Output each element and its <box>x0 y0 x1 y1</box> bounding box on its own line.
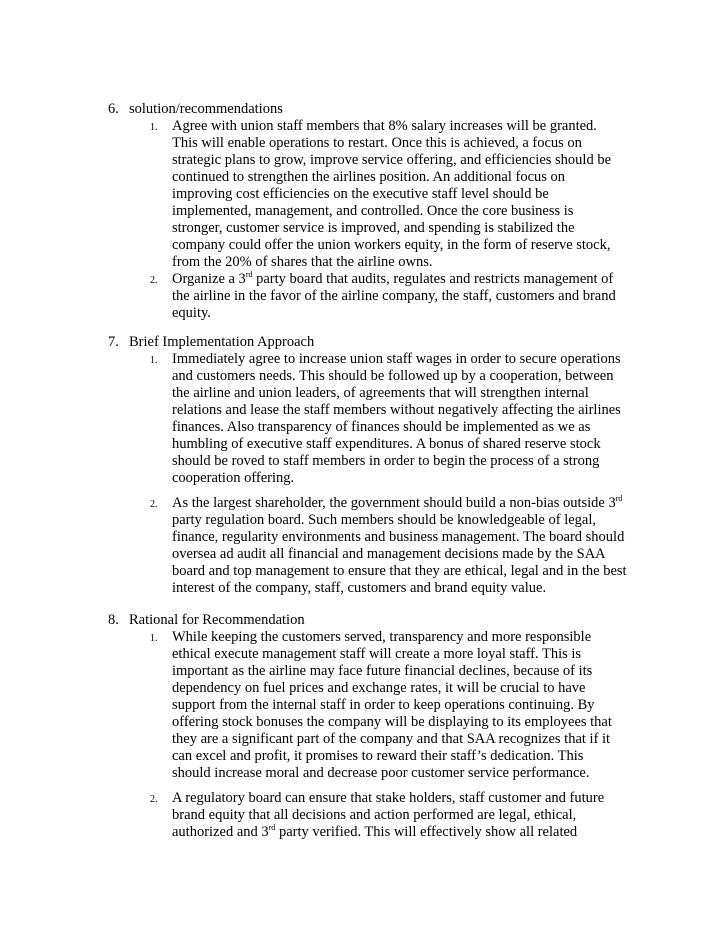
text-line: dependency on fuel prices and exchange rates, it will be crucial to have <box>172 680 586 696</box>
text-line: offering stock bonuses the company will be displaying to its employees that <box>172 714 612 730</box>
section-heading <box>108 101 283 118</box>
text-line: finance, regularity environments and business management. The board should <box>172 529 625 545</box>
section-title: solution/recommendations <box>129 101 283 117</box>
list-item-number: 1. <box>150 633 158 644</box>
text-line: from the 20% of shares that the airline owns. <box>172 254 433 270</box>
section-number: 8. <box>108 612 119 628</box>
text-line: Agree with union staff members that 8% salary increases will be granted. <box>172 118 597 134</box>
superscript: rd <box>268 823 276 832</box>
superscript: rd <box>615 494 623 503</box>
text-line: company could offer the union workers equity, in the form of reserve stock, <box>172 237 611 253</box>
text-line: important as the airline may face future financial declines, because of its <box>172 663 593 679</box>
text-line: implemented, management, and controlled. Once the core business is <box>172 203 574 219</box>
text-line: strategic plans to grow, improve service offering, and efficiencies should be <box>172 152 612 168</box>
text-line <box>172 271 642 288</box>
list-item-number: 1. <box>150 355 158 366</box>
text-line: ethical execute management staff will create a more loyal staff. This is <box>172 646 582 662</box>
text-line: the airline and union leaders, of agreements that will strengthen internal <box>172 385 589 401</box>
section-title: Rational for Recommendation <box>129 612 305 628</box>
text-line: finances. Also transparency of finances should be implemented as we as <box>172 419 591 435</box>
text-line: brand equity that all decisions and action performed are legal, ethical, <box>172 807 577 823</box>
text-line: party regulation board. Such members should be knowledgeable of legal, <box>172 512 597 528</box>
text-line: should be roved to staff members in order to begin the process of a strong <box>172 453 600 469</box>
text-line: oversea ad audit all financial and management decisions made by the SAA <box>172 546 606 562</box>
superscript: rd <box>245 270 253 279</box>
text-line: they are a significant part of the company and that SAA recognizes that if it <box>172 731 611 747</box>
text-fragment: party verified. This will effectively show all related <box>275 824 578 840</box>
text-fragment: party board that audits, regulates and restricts management of <box>252 271 614 287</box>
section-number: 7. <box>108 334 119 350</box>
section-heading <box>108 334 314 351</box>
text-fragment: Organize a 3 <box>172 271 246 287</box>
list-item-number: 1. <box>150 122 158 133</box>
list-item-number: 2. <box>150 794 158 805</box>
section-heading <box>108 612 305 629</box>
list-item-text <box>172 271 642 322</box>
text-line: relations and lease the staff members without negatively affecting the airlines <box>172 402 621 418</box>
text-line: can excel and profit, it promises to reward their staff’s dedication. This <box>172 748 584 764</box>
text-line: stronger, customer service is improved, and spending is stabilized the <box>172 220 575 236</box>
text-line: humbling of executive staff expenditures. A bonus of shared reserve stock <box>172 436 601 452</box>
section-number: 6. <box>108 101 119 117</box>
list-item-number: 2. <box>150 275 158 286</box>
text-line: equity. <box>172 305 211 321</box>
text-line: cooperation offering. <box>172 470 295 486</box>
text-line <box>172 824 642 841</box>
text-fragment: As the largest shareholder, the government should build a non-bias outside 3 <box>172 495 616 511</box>
text-line: the airline in the favor of the airline company, the staff, customers and brand <box>172 288 616 304</box>
text-line: This will enable operations to restart. Once this is achieved, a focus on <box>172 135 582 151</box>
text-line: should increase moral and decrease poor customer service performance. <box>172 765 590 781</box>
list-item-text <box>172 495 642 597</box>
list-item-text <box>172 790 642 841</box>
text-line: continued to strengthen the airlines position. An additional focus on <box>172 169 566 185</box>
list-item-number: 2. <box>150 499 158 510</box>
text-line: improving cost efficiencies on the executive staff level should be <box>172 186 549 202</box>
text-line: While keeping the customers served, transparency and more responsible <box>172 629 592 645</box>
list-item-text <box>172 118 642 271</box>
text-line: and customers needs. This should be followed up by a cooperation, between <box>172 368 614 384</box>
text-line: interest of the company, staff, customers and brand equity value. <box>172 580 547 596</box>
text-line: board and top management to ensure that they are ethical, legal and in the best <box>172 563 627 579</box>
section-title: Brief Implementation Approach <box>129 334 315 350</box>
list-item-text <box>172 629 642 782</box>
text-fragment: authorized and 3 <box>172 824 269 840</box>
text-line: A regulatory board can ensure that stake holders, staff customer and future <box>172 790 605 806</box>
text-line <box>172 495 642 512</box>
text-line: Immediately agree to increase union staff wages in order to secure operations <box>172 351 621 367</box>
list-item-text <box>172 351 642 487</box>
text-line: support from the internal staff in order to keep operations continuing. By <box>172 697 595 713</box>
